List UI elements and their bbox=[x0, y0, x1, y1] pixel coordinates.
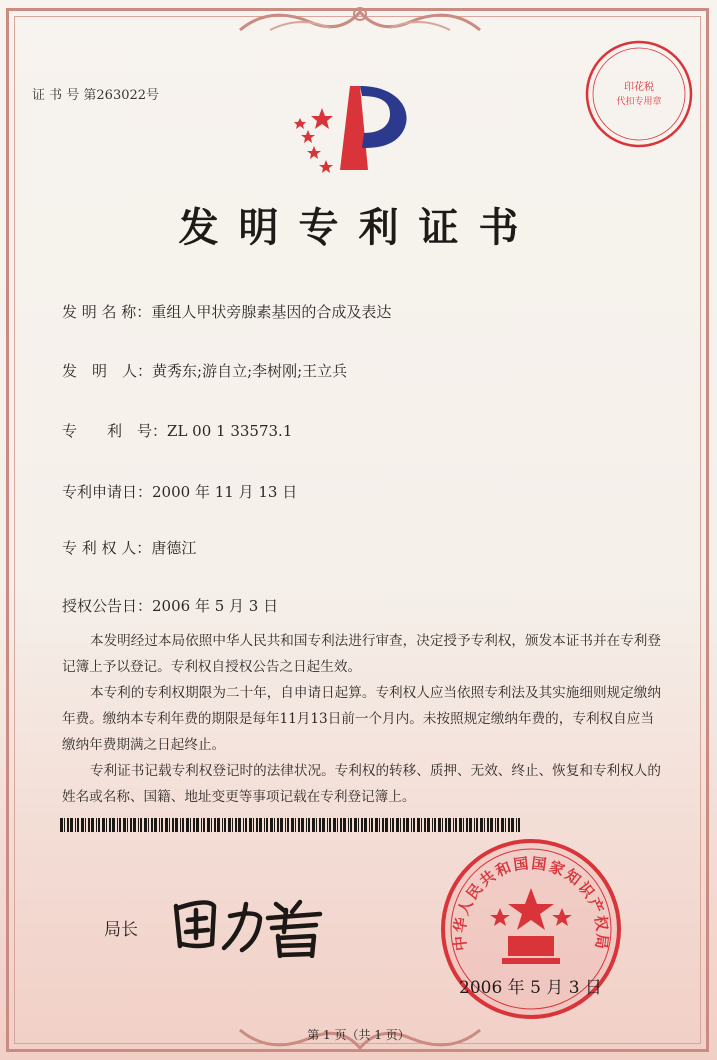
field-label: 发 明 名 称： bbox=[62, 303, 152, 321]
field-value: 2006 年 5 月 3 日 bbox=[152, 597, 279, 615]
director-label: 局长 bbox=[104, 920, 138, 940]
barcode-icon bbox=[60, 818, 525, 832]
field-application-date bbox=[62, 481, 297, 502]
certificate-title: 发明专利证书 bbox=[178, 205, 539, 251]
signature-icon bbox=[168, 888, 338, 958]
field-label: 专 利 权 人： bbox=[62, 539, 152, 557]
field-patent-number bbox=[62, 420, 292, 441]
paragraph: 本专利的专利权期限为二十年，自申请日起算。专利权人应当依照专利法及其实施细则规定缴纳年费。缴纳本专利年费的期限是每年11月13日前一个月内。未按照规定缴纳年费的，专利权自应当缴纳年费期满之日起终止。 bbox=[62, 685, 661, 753]
svg-text:印花税: 印花税 bbox=[624, 82, 654, 93]
patent-emblem-icon bbox=[290, 78, 420, 188]
tax-stamp-icon bbox=[583, 38, 695, 150]
top-ornament-icon bbox=[230, 0, 490, 40]
field-value: 黄秀东;游自立;李树刚;王立兵 bbox=[152, 362, 348, 380]
issue-date: 2006 年 5 月 3 日 bbox=[459, 978, 602, 998]
field-value: 2000 年 11 月 13 日 bbox=[152, 483, 298, 501]
field-value: 重组人甲状旁腺素基因的合成及表达 bbox=[151, 303, 392, 321]
field-inventors bbox=[62, 360, 347, 381]
field-value: 唐德江 bbox=[151, 539, 197, 557]
field-label: 专 利 号： bbox=[62, 422, 168, 440]
field-label: 授权公告日： bbox=[62, 597, 153, 615]
page-number: 第 1 页（共 1 页） bbox=[307, 1028, 410, 1042]
paragraph: 专利证书记载专利权登记时的法律状况。专利权的转移、质押、无效、终止、恢复和专利权人的姓名或名称、国籍、地址变更等事项记载在专利登记簿上。 bbox=[62, 763, 661, 805]
certificate-body bbox=[62, 628, 662, 810]
field-value: ZL 00 1 33573.1 bbox=[167, 422, 293, 440]
seal-text: 中华人民共和国国家知识产权局 bbox=[450, 854, 612, 952]
field-label: 发 明 人： bbox=[62, 362, 153, 380]
field-invention-name bbox=[62, 301, 391, 322]
paragraph: 本发明经过本局依照中华人民共和国专利法进行审查，决定授予专利权，颁发本证书并在专利登记簿上予以登记。专利权自授权公告之日起生效。 bbox=[62, 633, 661, 675]
field-label: 专利申请日： bbox=[62, 483, 153, 501]
field-grant-date bbox=[62, 595, 278, 616]
certificate-number: 证 书 号 第263022号 bbox=[32, 88, 160, 103]
field-patentee bbox=[62, 537, 196, 558]
svg-text:代扣专用章: 代扣专用章 bbox=[616, 97, 662, 107]
